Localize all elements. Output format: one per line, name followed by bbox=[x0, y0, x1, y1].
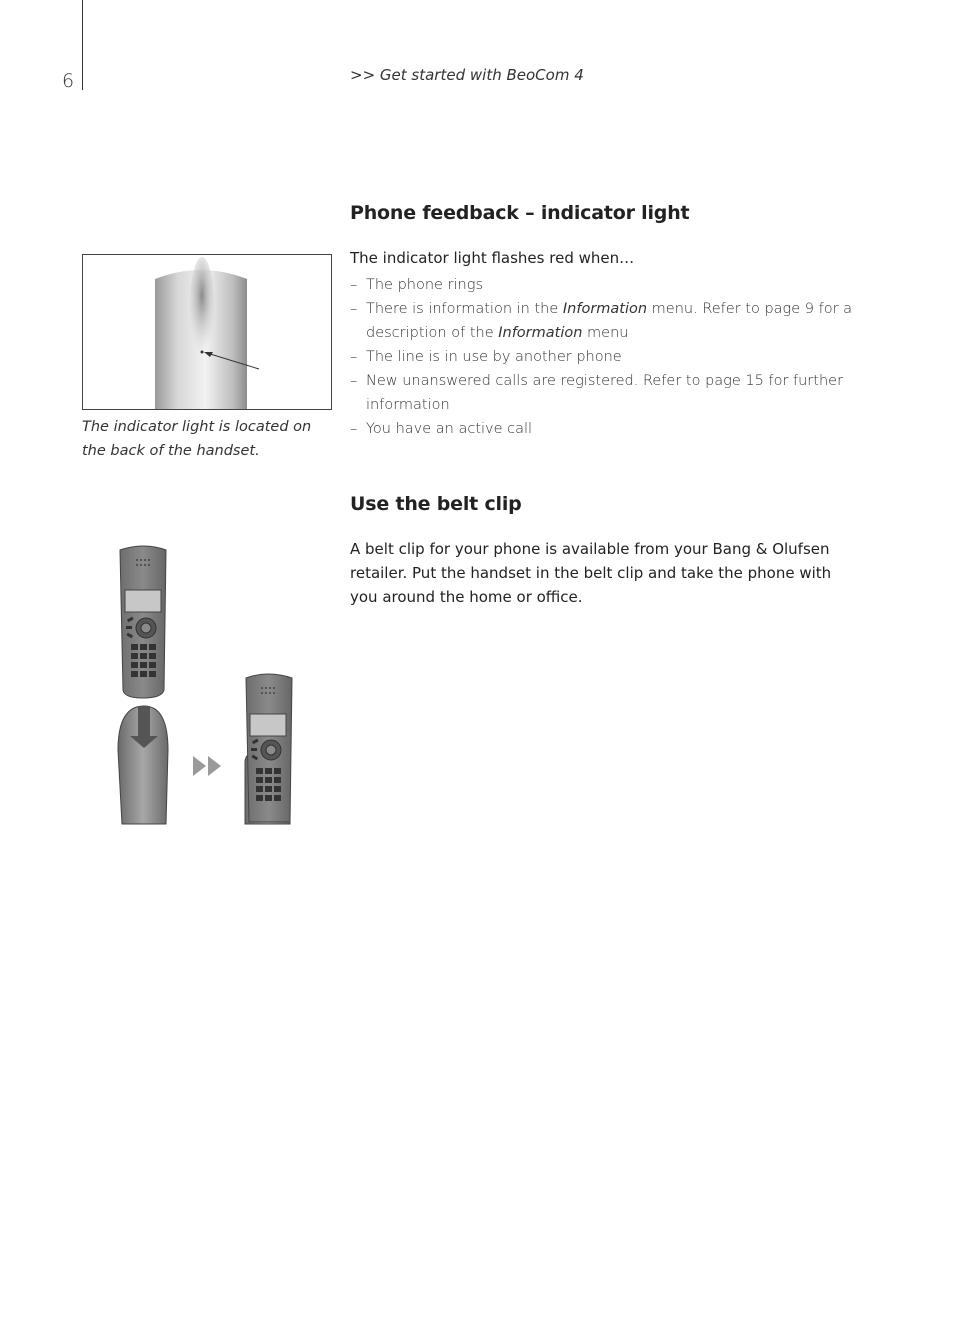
figure-caption: The indicator light is located on the back of the handset. bbox=[82, 419, 312, 459]
page-number: 6 bbox=[62, 70, 75, 92]
belt-clip-figure bbox=[100, 540, 310, 830]
list-item: – There is information in the Information menu. Refer to page 9 for a description of the Information menu bbox=[350, 301, 853, 341]
header-prefix: >> bbox=[350, 66, 376, 84]
list-item: – The line is in use by another phone bbox=[350, 349, 622, 365]
header-title: Get started with BeoCom 4 bbox=[379, 66, 584, 84]
handset-in-clip-illustration bbox=[245, 674, 292, 824]
belt-clip-illustration bbox=[100, 540, 310, 830]
indicator-lead: The indicator light flashes red when… bbox=[350, 249, 635, 267]
running-header bbox=[350, 66, 584, 84]
handset-front-illustration bbox=[120, 546, 166, 698]
list-item: – You have an active call bbox=[350, 421, 533, 437]
list-item: – New unanswered calls are registered. Refer to page 15 for further information bbox=[350, 373, 844, 413]
heading-phone-feedback: Phone feedback – indicator light bbox=[350, 202, 690, 224]
double-chevron-right-icon bbox=[193, 756, 221, 776]
indicator-light-figure bbox=[82, 254, 332, 410]
page-margin-rule bbox=[82, 0, 83, 90]
heading-belt-clip: Use the belt clip bbox=[350, 493, 522, 515]
belt-clip-body: A belt clip for your phone is available from your Bang & Olufsen retailer. Put the handset in the belt clip and take the phone with you around the home or office. bbox=[350, 540, 832, 606]
handset-back-illustration bbox=[83, 255, 331, 409]
indicator-list bbox=[350, 273, 860, 441]
list-item: – The phone rings bbox=[350, 277, 483, 293]
